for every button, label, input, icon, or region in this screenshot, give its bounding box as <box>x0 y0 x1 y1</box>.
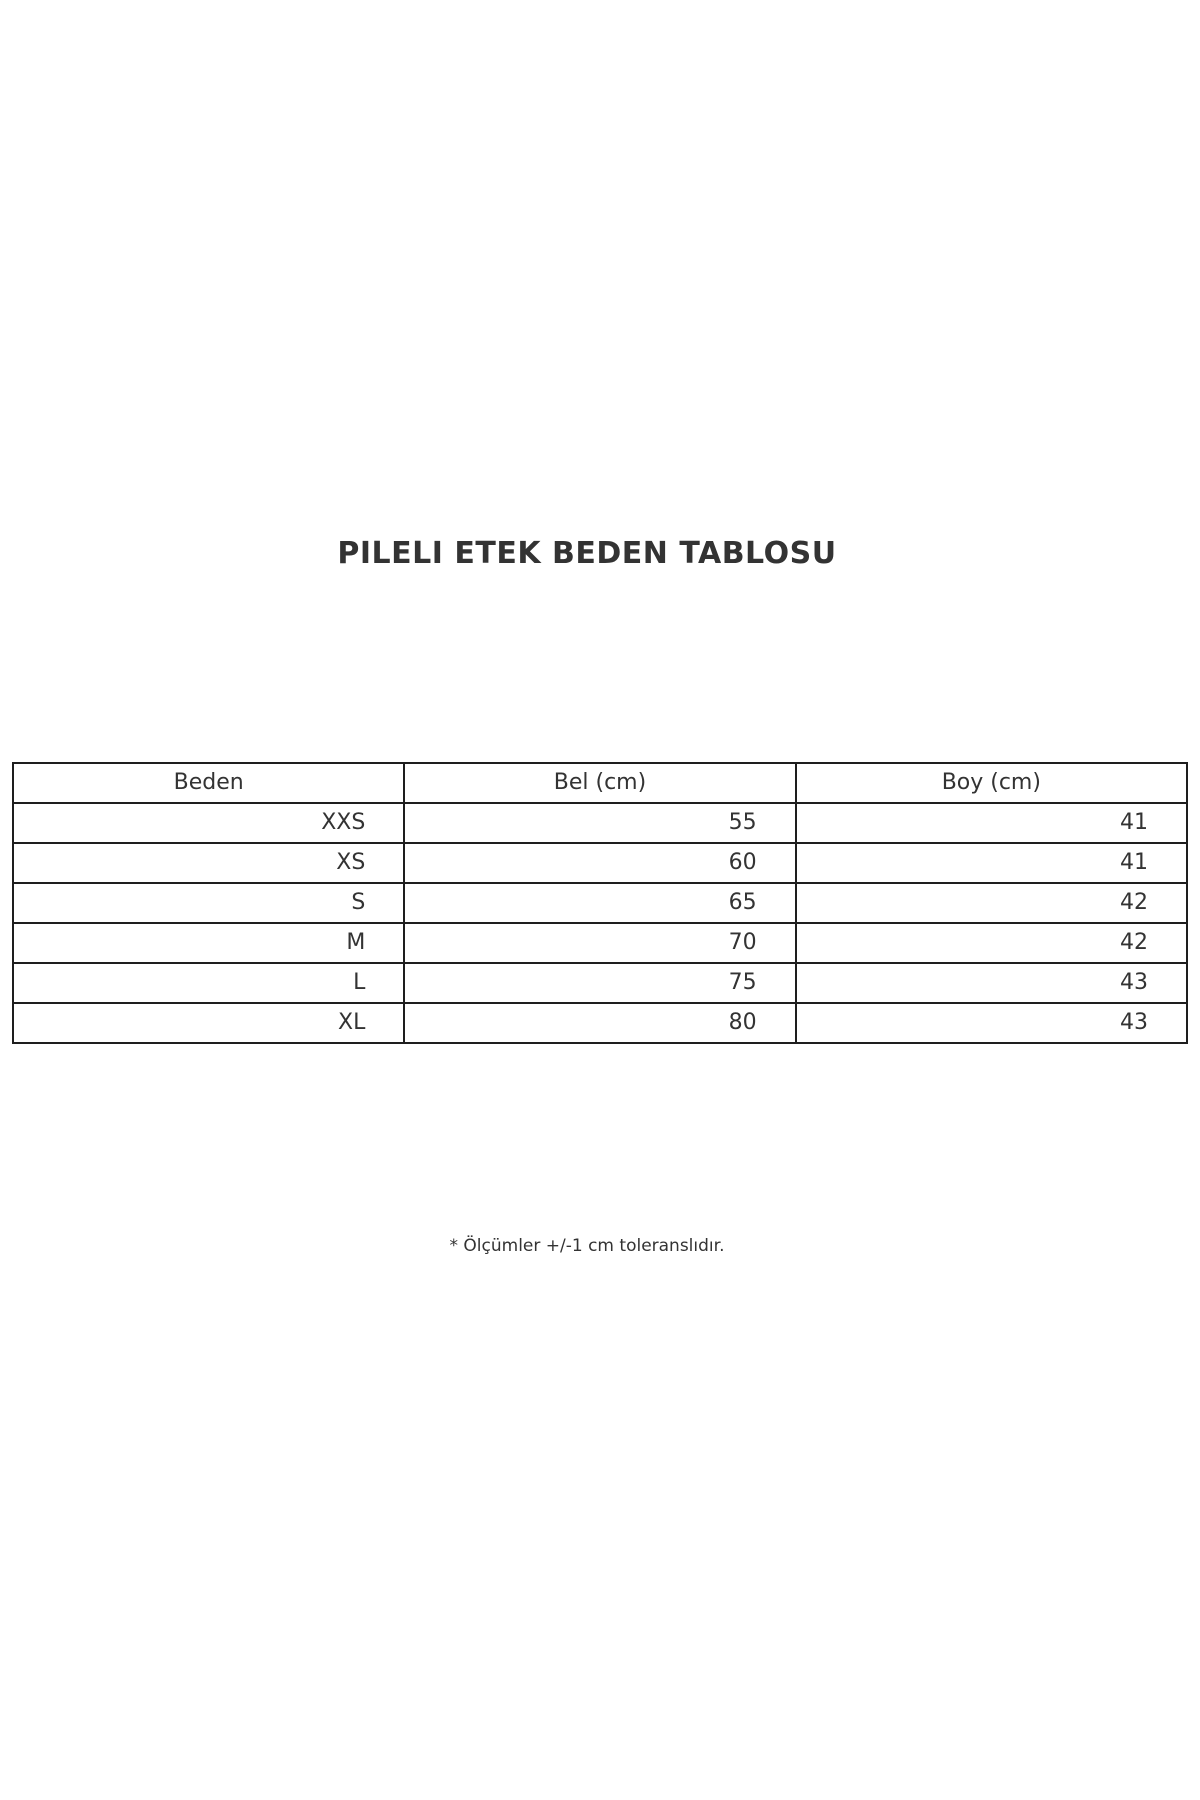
cell-waist: 70 <box>404 923 795 963</box>
page-title: PILELI ETEK BEDEN TABLOSU <box>337 536 837 571</box>
cell-length: 42 <box>796 923 1187 963</box>
table-row <box>13 843 1187 883</box>
table-row <box>13 1003 1187 1043</box>
cell-length: 43 <box>796 1003 1187 1043</box>
cell-waist: 80 <box>404 1003 795 1043</box>
cell-size: L <box>13 963 404 1003</box>
cell-length: 43 <box>796 963 1187 1003</box>
tolerance-note: * Ölçümler +/-1 cm toleranslıdır. <box>449 1236 725 1256</box>
cell-waist: 65 <box>404 883 795 923</box>
table-row <box>13 963 1187 1003</box>
table-header-row <box>13 763 1187 803</box>
size-table <box>12 762 1188 1044</box>
cell-waist: 75 <box>404 963 795 1003</box>
cell-size: S <box>13 883 404 923</box>
column-header-size: Beden <box>13 763 404 803</box>
cell-size: XXS <box>13 803 404 843</box>
table-row <box>13 923 1187 963</box>
cell-size: XS <box>13 843 404 883</box>
cell-waist: 60 <box>404 843 795 883</box>
cell-length: 42 <box>796 883 1187 923</box>
table-row <box>13 803 1187 843</box>
cell-size: XL <box>13 1003 404 1043</box>
table-row <box>13 883 1187 923</box>
cell-waist: 55 <box>404 803 795 843</box>
column-header-waist: Bel (cm) <box>404 763 795 803</box>
cell-size: M <box>13 923 404 963</box>
cell-length: 41 <box>796 843 1187 883</box>
cell-length: 41 <box>796 803 1187 843</box>
column-header-length: Boy (cm) <box>796 763 1187 803</box>
